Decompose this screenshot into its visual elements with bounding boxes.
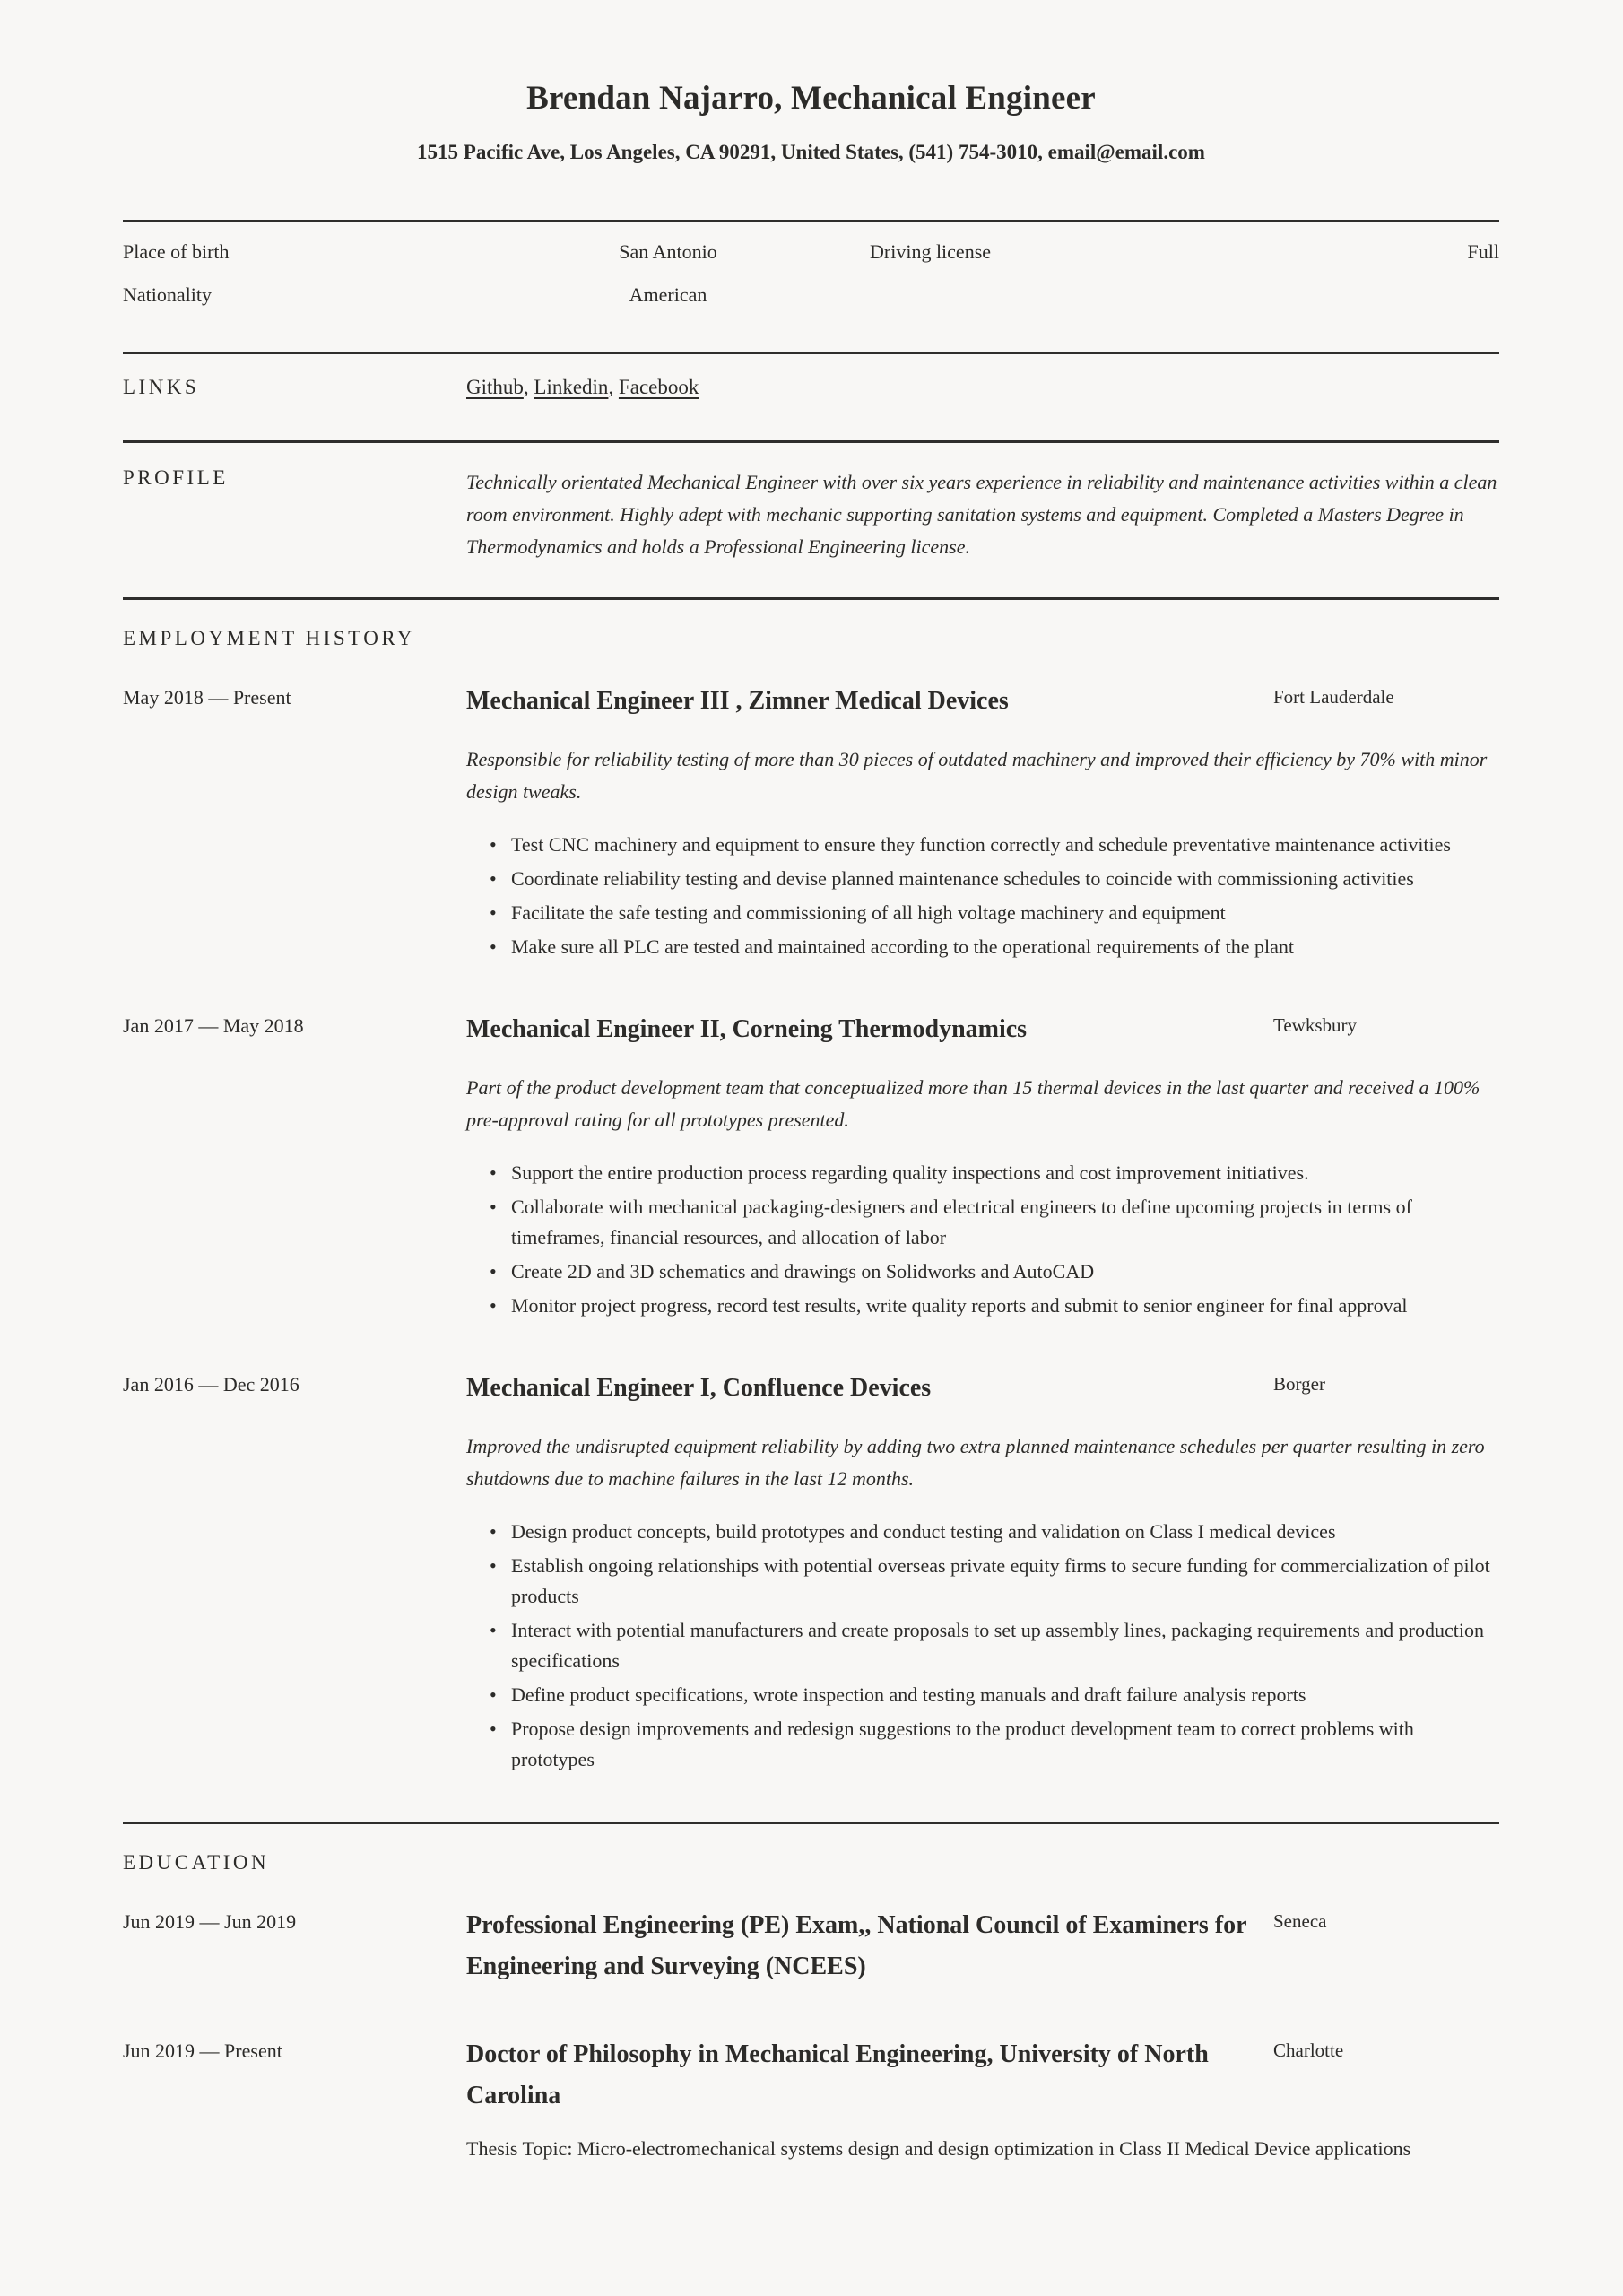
bullet-item: • Collaborate with mechanical packaging-designers and electrical engineers to define upcoming projects in terms of timeframes, financial resources, and allocation of labor	[466, 1192, 1499, 1253]
profile-section	[123, 443, 1499, 597]
job-entry	[123, 1009, 1499, 1325]
details-row	[123, 240, 1499, 264]
contact-line: 1515 Pacific Ave, Los Angeles, CA 90291, United States, (541) 754-3010, email@email.com	[417, 141, 1205, 163]
job-location: Tewksbury	[1273, 1014, 1358, 1036]
bullet-item: • Make sure all PLC are tested and maintained according to the operational requirements of the plant	[466, 932, 1499, 962]
education-location: Seneca	[1273, 1910, 1327, 1932]
link-separator: ,	[523, 376, 534, 398]
job-title: Mechanical Engineer III , Zimner Medical Devices	[466, 687, 1009, 715]
bullet-item: • Interact with potential manufacturers and create proposals to set up assembly lines, packaging requirements and production specifications	[466, 1615, 1499, 1676]
job-bullet-list	[466, 1517, 1499, 1775]
education-location: Charlotte	[1273, 2039, 1344, 2061]
detail-value-nationality: American	[629, 283, 707, 306]
job-entry	[123, 681, 1499, 966]
job-location: Borger	[1273, 1373, 1325, 1395]
education-section	[123, 1851, 1499, 2164]
section-divider	[123, 597, 1499, 600]
bullet-item: • Establish ongoing relationships with potential overseas private equity firms to secure funding for commercialization of pilot products	[466, 1551, 1499, 1612]
bullet-item: • Create 2D and 3D schematics and drawings on Solidworks and AutoCAD	[466, 1257, 1499, 1287]
details-row	[123, 283, 1499, 307]
education-dates: Jun 2019 — Present	[123, 2039, 282, 2062]
job-bullet-list	[466, 1158, 1499, 1321]
personal-details-section	[123, 222, 1499, 352]
job-location: Fort Lauderdale	[1273, 686, 1394, 708]
bullet-item: • Define product specifications, wrote inspection and testing manuals and draft failure analysis reports	[466, 1680, 1499, 1710]
education-entry	[123, 2034, 1499, 2164]
job-summary: Improved the undisrupted equipment reliability by adding two extra planned maintenance schedules per quarter resulting in zero shutdowns due to machine failures in the last 12 months.	[466, 1435, 1485, 1490]
job-bullet-list	[466, 830, 1499, 962]
education-dates: Jun 2019 — Jun 2019	[123, 1910, 297, 1933]
bullet-item: • Monitor project progress, record test results, write quality reports and submit to senior engineer for final approval	[466, 1291, 1499, 1321]
bullet-item: • Facilitate the safe testing and commissioning of all high voltage machinery and equipment	[466, 898, 1499, 928]
employment-section	[123, 627, 1499, 1779]
education-title: Doctor of Philosophy in Mechanical Engineering, University of North Carolina	[466, 2040, 1209, 2109]
detail-label-driving-license: Driving license	[870, 240, 992, 263]
link-separator: ,	[608, 376, 619, 398]
link-facebook[interactable]: Facebook	[618, 376, 699, 398]
bullet-item: • Propose design improvements and redesign suggestions to the product development team to correct problems with prototypes	[466, 1714, 1499, 1775]
job-dates: Jan 2017 — May 2018	[123, 1014, 304, 1037]
job-title: Mechanical Engineer I, Confluence Devices	[466, 1374, 932, 1402]
job-summary: Part of the product development team that conceptualized more than 15 thermal devices in the last quarter and received a 100% pre-approval rating for all prototypes presented.	[466, 1076, 1480, 1131]
detail-label-nationality: Nationality	[123, 283, 212, 306]
profile-heading: PROFILE	[123, 466, 229, 489]
employment-heading: EMPLOYMENT HISTORY	[123, 627, 416, 649]
detail-label-place-of-birth: Place of birth	[123, 240, 230, 263]
education-entry	[123, 1905, 1499, 1987]
detail-value-driving-license: Full	[1467, 240, 1499, 263]
job-dates: May 2018 — Present	[123, 686, 291, 709]
section-divider	[123, 1822, 1499, 1824]
job-summary: Responsible for reliability testing of more than 30 pieces of outdated machinery and improved their efficiency by 70% with minor design tweaks.	[466, 748, 1488, 803]
profile-text: Technically orientated Mechanical Engineer with over six years experience in reliability and maintenance activities within a clean room environment. Highly adept with mechanic supporting sanitation systems and equipment. Completed a Masters Degree in Thermodynamics and holds a Professional Engineering license.	[466, 471, 1497, 558]
bullet-item: • Coordinate reliability testing and devise planned maintenance schedules to coincide with commissioning activities	[466, 864, 1499, 894]
bullet-item: • Design product concepts, build prototypes and conduct testing and validation on Class I medical devices	[466, 1517, 1499, 1547]
links-section	[123, 354, 1499, 440]
education-description: Thesis Topic: Micro-electromechanical systems design and design optimization in Class II Medical Device applications	[466, 2137, 1411, 2160]
job-title: Mechanical Engineer II, Corneing Thermodynamics	[466, 1015, 1028, 1043]
education-title: Professional Engineering (PE) Exam,, National Council of Examiners for Engineering and Surveying (NCEES)	[466, 1911, 1247, 1980]
bullet-item: • Test CNC machinery and equipment to ensure they function correctly and schedule preventative maintenance activities	[466, 830, 1499, 860]
links-list	[466, 376, 1499, 399]
education-heading: EDUCATION	[123, 1851, 270, 1874]
job-entry	[123, 1368, 1499, 1779]
link-linkedin[interactable]: Linkedin	[534, 376, 609, 398]
links-heading: LINKS	[123, 376, 200, 398]
job-dates: Jan 2016 — Dec 2016	[123, 1373, 299, 1396]
page-title: Brendan Najarro, Mechanical Engineer	[526, 80, 1096, 117]
link-github[interactable]: Github	[466, 376, 524, 398]
bullet-item: • Support the entire production process regarding quality inspections and cost improvement initiatives.	[466, 1158, 1499, 1188]
detail-value-place-of-birth: San Antonio	[619, 240, 717, 263]
